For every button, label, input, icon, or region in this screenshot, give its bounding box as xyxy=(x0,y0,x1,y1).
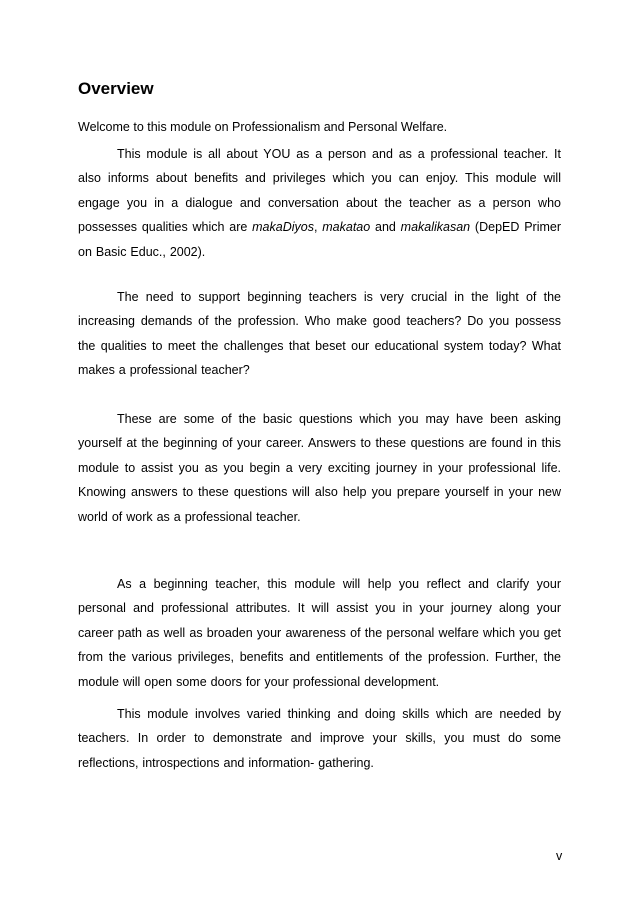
page-title: Overview xyxy=(78,79,154,98)
intro-paragraph: Welcome to this module on Professionalism and Personal Welfare. xyxy=(78,120,448,134)
term-makalikasan: makalikasan xyxy=(400,220,471,235)
paragraph-1-separator: , xyxy=(313,220,323,235)
paragraph-3: These are some of the basic questions which you may have been asking yourself at the beginning of your career. Answers to these questions are found in this module to assist you as you begin a very exciting journey in your professional life. Knowing answers to these questions will also help you prepare yourself in your new world of work as a professional teacher. xyxy=(78,412,561,524)
paragraph-1-text-start: This module is all about YOU as a person and as a professional teacher. It also informs about benefits and privileges which you can enjoy. This module will engage you in a dialogue and conversation about the teacher as a person who possesses qualities which are xyxy=(78,147,561,235)
paragraph-2: The need to support beginning teachers is very crucial in the light of the increasing demands of the profession. Who make good teachers? Do you possess the qualities to meet the challenges that beset our educational system today? What makes a professional teacher? xyxy=(78,290,561,378)
paragraph-1-conjunction: and xyxy=(370,220,401,235)
paragraph-5: This module involves varied thinking and doing skills which are needed by teachers. In order to demonstrate and improve your skills, you must do some reflections, introspections and information- gathering. xyxy=(78,707,561,770)
page-number: v xyxy=(556,849,563,863)
paragraph-1 xyxy=(78,142,561,264)
term-makadiyos: makaDiyos xyxy=(252,220,314,235)
paragraph-4: As a beginning teacher, this module will help you reflect and clarify your personal and professional attributes. It will assist you in your journey along your career path as well as broaden your awareness of the personal welfare which you get from the various privileges, benefits and entitlements of the profession. Further, the module will open some doors for your professional development. xyxy=(78,577,561,689)
term-makatao: makatao xyxy=(322,220,371,235)
document-page xyxy=(78,0,561,903)
paragraph-1-citation: (DepED Primer on Basic Educ., 2002). xyxy=(78,220,561,259)
